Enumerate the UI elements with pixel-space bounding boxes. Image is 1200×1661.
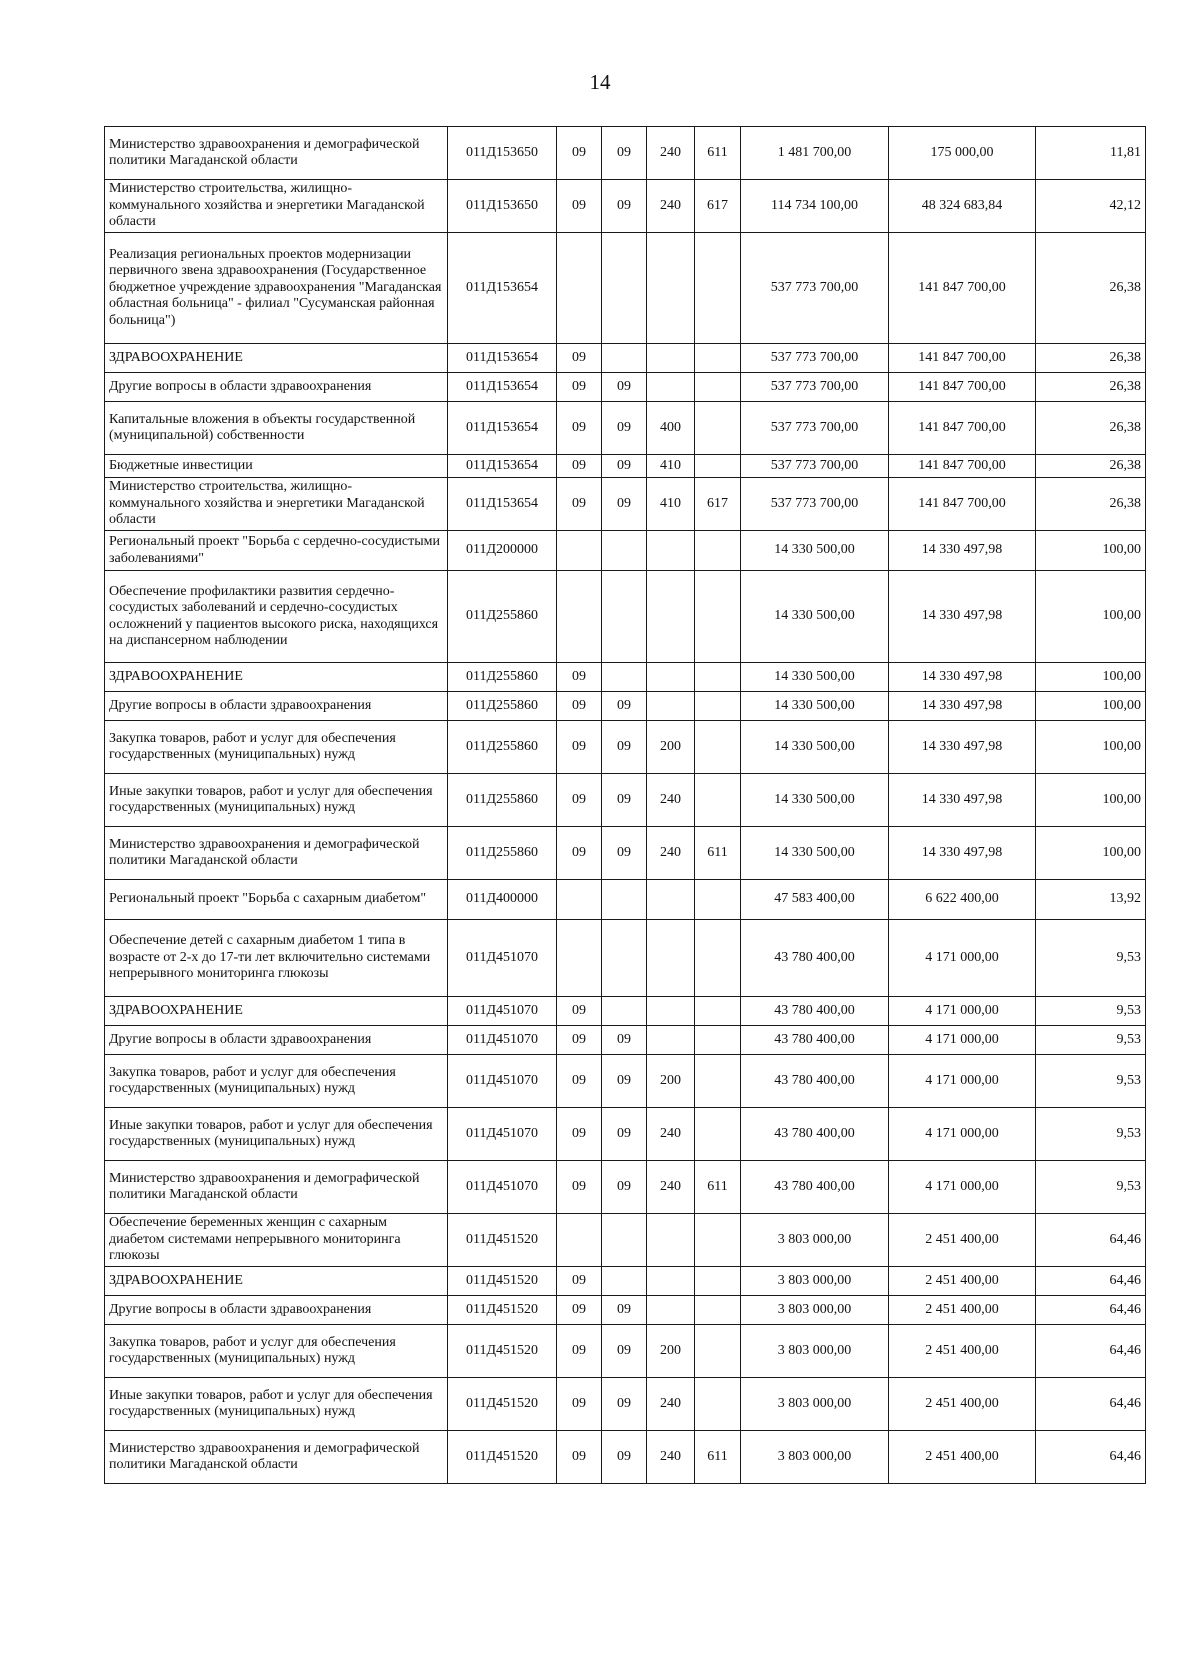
section-code: 09	[557, 373, 602, 402]
target-article-code: 011Д451520	[448, 1325, 557, 1378]
department-code: 617	[695, 478, 741, 531]
target-article-code: 011Д451070	[448, 1055, 557, 1108]
section-code	[557, 920, 602, 997]
subsection-code	[602, 1267, 647, 1296]
section-code	[557, 531, 602, 571]
plan-amount: 43 780 400,00	[741, 1055, 889, 1108]
table-row	[105, 774, 1146, 827]
actual-amount: 4 171 000,00	[889, 1161, 1036, 1214]
department-code	[695, 663, 741, 692]
row-name: ЗДРАВООХРАНЕНИЕ	[105, 1267, 448, 1296]
subsection-code: 09	[602, 455, 647, 478]
target-article-code: 011Д153654	[448, 478, 557, 531]
section-code: 09	[557, 1431, 602, 1484]
department-code	[695, 233, 741, 344]
execution-percent: 9,53	[1036, 1108, 1146, 1161]
plan-amount: 3 803 000,00	[741, 1378, 889, 1431]
actual-amount: 6 622 400,00	[889, 880, 1036, 920]
execution-percent: 26,38	[1036, 344, 1146, 373]
target-article-code: 011Д451070	[448, 1026, 557, 1055]
department-code: 611	[695, 127, 741, 180]
plan-amount: 537 773 700,00	[741, 373, 889, 402]
target-article-code: 011Д451520	[448, 1378, 557, 1431]
subsection-code	[602, 920, 647, 997]
actual-amount: 4 171 000,00	[889, 997, 1036, 1026]
table-body	[105, 127, 1146, 1484]
subsection-code: 09	[602, 1325, 647, 1378]
department-code: 617	[695, 180, 741, 233]
expense-type-code: 200	[647, 721, 695, 774]
expense-type-code: 200	[647, 1325, 695, 1378]
table-row	[105, 180, 1146, 233]
table-row	[105, 1431, 1146, 1484]
row-name: ЗДРАВООХРАНЕНИЕ	[105, 663, 448, 692]
actual-amount: 14 330 497,98	[889, 774, 1036, 827]
table-row	[105, 721, 1146, 774]
department-code	[695, 1267, 741, 1296]
plan-amount: 14 330 500,00	[741, 721, 889, 774]
table-row	[105, 455, 1146, 478]
subsection-code: 09	[602, 1055, 647, 1108]
row-name: Реализация региональных проектов модернизации первичного звена здравоохранения (Государственное бюджетное учреждение здравоохранения "Магаданская областная больница" - филиал "Сусуманская районная больница")	[105, 233, 448, 344]
row-name: Закупка товаров, работ и услуг для обеспечения государственных (муниципальных) нужд	[105, 1325, 448, 1378]
actual-amount: 2 451 400,00	[889, 1431, 1036, 1484]
row-name: Иные закупки товаров, работ и услуг для обеспечения государственных (муниципальных) нужд	[105, 1378, 448, 1431]
department-code	[695, 692, 741, 721]
expense-type-code: 200	[647, 1055, 695, 1108]
department-code	[695, 1378, 741, 1431]
plan-amount: 537 773 700,00	[741, 402, 889, 455]
target-article-code: 011Д153654	[448, 233, 557, 344]
subsection-code: 09	[602, 1431, 647, 1484]
target-article-code: 011Д451520	[448, 1267, 557, 1296]
subsection-code: 09	[602, 1108, 647, 1161]
expense-type-code	[647, 1026, 695, 1055]
department-code	[695, 1026, 741, 1055]
section-code: 09	[557, 344, 602, 373]
page-number: 14	[589, 70, 611, 94]
plan-amount: 3 803 000,00	[741, 1214, 889, 1267]
actual-amount: 141 847 700,00	[889, 478, 1036, 531]
table-row	[105, 233, 1146, 344]
expense-type-code	[647, 920, 695, 997]
expense-type-code: 240	[647, 1378, 695, 1431]
row-name: Иные закупки товаров, работ и услуг для обеспечения государственных (муниципальных) нужд	[105, 1108, 448, 1161]
execution-percent: 64,46	[1036, 1214, 1146, 1267]
subsection-code	[602, 233, 647, 344]
budget-table	[104, 126, 1146, 1484]
row-name: Министерство здравоохранения и демографической политики Магаданской области	[105, 127, 448, 180]
row-name: Министерство здравоохранения и демографической политики Магаданской области	[105, 827, 448, 880]
department-code	[695, 531, 741, 571]
target-article-code: 011Д255860	[448, 827, 557, 880]
plan-amount: 3 803 000,00	[741, 1431, 889, 1484]
department-code: 611	[695, 1431, 741, 1484]
department-code	[695, 373, 741, 402]
department-code: 611	[695, 827, 741, 880]
subsection-code: 09	[602, 373, 647, 402]
department-code	[695, 1108, 741, 1161]
expense-type-code: 240	[647, 180, 695, 233]
subsection-code	[602, 1214, 647, 1267]
subsection-code	[602, 344, 647, 373]
section-code: 09	[557, 827, 602, 880]
plan-amount: 3 803 000,00	[741, 1267, 889, 1296]
target-article-code: 011Д451070	[448, 1108, 557, 1161]
row-name: Министерство строительства, жилищно-коммунального хозяйства и энергетики Магаданской области	[105, 478, 448, 531]
section-code: 09	[557, 692, 602, 721]
actual-amount: 4 171 000,00	[889, 1026, 1036, 1055]
target-article-code: 011Д255860	[448, 774, 557, 827]
department-code	[695, 721, 741, 774]
table-row	[105, 997, 1146, 1026]
execution-percent: 9,53	[1036, 1055, 1146, 1108]
section-code: 09	[557, 1296, 602, 1325]
plan-amount: 43 780 400,00	[741, 1026, 889, 1055]
execution-percent: 26,38	[1036, 233, 1146, 344]
plan-amount: 14 330 500,00	[741, 692, 889, 721]
execution-percent: 9,53	[1036, 1026, 1146, 1055]
execution-percent: 42,12	[1036, 180, 1146, 233]
subsection-code: 09	[602, 1378, 647, 1431]
section-code: 09	[557, 1161, 602, 1214]
row-name: Министерство здравоохранения и демографической политики Магаданской области	[105, 1431, 448, 1484]
expense-type-code	[647, 997, 695, 1026]
actual-amount: 4 171 000,00	[889, 1108, 1036, 1161]
row-name: Обеспечение беременных женщин с сахарным диабетом системами непрерывного мониторинга глюкозы	[105, 1214, 448, 1267]
actual-amount: 14 330 497,98	[889, 827, 1036, 880]
expense-type-code: 240	[647, 1431, 695, 1484]
row-name: Региональный проект "Борьба с сахарным диабетом"	[105, 880, 448, 920]
department-code: 611	[695, 1161, 741, 1214]
table-row	[105, 1214, 1146, 1267]
target-article-code: 011Д255860	[448, 663, 557, 692]
plan-amount: 3 803 000,00	[741, 1296, 889, 1325]
department-code	[695, 571, 741, 663]
execution-percent: 64,46	[1036, 1267, 1146, 1296]
expense-type-code	[647, 344, 695, 373]
target-article-code: 011Д451070	[448, 920, 557, 997]
actual-amount: 141 847 700,00	[889, 344, 1036, 373]
plan-amount: 43 780 400,00	[741, 920, 889, 997]
target-article-code: 011Д200000	[448, 531, 557, 571]
execution-percent: 100,00	[1036, 692, 1146, 721]
plan-amount: 537 773 700,00	[741, 344, 889, 373]
department-code	[695, 774, 741, 827]
subsection-code: 09	[602, 1161, 647, 1214]
target-article-code: 011Д451520	[448, 1296, 557, 1325]
section-code: 09	[557, 180, 602, 233]
section-code: 09	[557, 127, 602, 180]
execution-percent: 100,00	[1036, 827, 1146, 880]
actual-amount: 14 330 497,98	[889, 692, 1036, 721]
plan-amount: 14 330 500,00	[741, 571, 889, 663]
expense-type-code	[647, 1296, 695, 1325]
table-row	[105, 1055, 1146, 1108]
execution-percent: 64,46	[1036, 1325, 1146, 1378]
section-code: 09	[557, 663, 602, 692]
plan-amount: 14 330 500,00	[741, 774, 889, 827]
execution-percent: 64,46	[1036, 1296, 1146, 1325]
section-code	[557, 1214, 602, 1267]
subsection-code: 09	[602, 774, 647, 827]
actual-amount: 4 171 000,00	[889, 920, 1036, 997]
execution-percent: 26,38	[1036, 455, 1146, 478]
table-row	[105, 920, 1146, 997]
expense-type-code: 240	[647, 774, 695, 827]
row-name: Другие вопросы в области здравоохранения	[105, 1026, 448, 1055]
target-article-code: 011Д451070	[448, 997, 557, 1026]
execution-percent: 100,00	[1036, 571, 1146, 663]
plan-amount: 43 780 400,00	[741, 1161, 889, 1214]
table-row	[105, 531, 1146, 571]
table-row	[105, 127, 1146, 180]
execution-percent: 13,92	[1036, 880, 1146, 920]
execution-percent: 100,00	[1036, 663, 1146, 692]
table-row	[105, 880, 1146, 920]
section-code: 09	[557, 478, 602, 531]
subsection-code: 09	[602, 127, 647, 180]
table-row	[105, 571, 1146, 663]
table-row	[105, 1161, 1146, 1214]
actual-amount: 2 451 400,00	[889, 1325, 1036, 1378]
expense-type-code: 240	[647, 827, 695, 880]
target-article-code: 011Д451520	[448, 1214, 557, 1267]
actual-amount: 141 847 700,00	[889, 402, 1036, 455]
actual-amount: 2 451 400,00	[889, 1378, 1036, 1431]
subsection-code	[602, 531, 647, 571]
plan-amount: 14 330 500,00	[741, 827, 889, 880]
target-article-code: 011Д451070	[448, 1161, 557, 1214]
expense-type-code	[647, 571, 695, 663]
execution-percent: 100,00	[1036, 774, 1146, 827]
execution-percent: 26,38	[1036, 373, 1146, 402]
target-article-code: 011Д153650	[448, 180, 557, 233]
row-name: Иные закупки товаров, работ и услуг для обеспечения государственных (муниципальных) нужд	[105, 774, 448, 827]
target-article-code: 011Д400000	[448, 880, 557, 920]
table-row	[105, 373, 1146, 402]
subsection-code: 09	[602, 180, 647, 233]
subsection-code: 09	[602, 827, 647, 880]
row-name: ЗДРАВООХРАНЕНИЕ	[105, 997, 448, 1026]
section-code: 09	[557, 997, 602, 1026]
subsection-code: 09	[602, 721, 647, 774]
table-row	[105, 1026, 1146, 1055]
execution-percent: 26,38	[1036, 402, 1146, 455]
execution-percent: 9,53	[1036, 997, 1146, 1026]
target-article-code: 011Д255860	[448, 692, 557, 721]
expense-type-code: 240	[647, 127, 695, 180]
row-name: Капитальные вложения в объекты государственной (муниципальной) собственности	[105, 402, 448, 455]
table-row	[105, 663, 1146, 692]
section-code	[557, 571, 602, 663]
actual-amount: 14 330 497,98	[889, 663, 1036, 692]
expense-type-code	[647, 531, 695, 571]
expense-type-code: 410	[647, 455, 695, 478]
section-code: 09	[557, 1267, 602, 1296]
section-code: 09	[557, 455, 602, 478]
target-article-code: 011Д153654	[448, 373, 557, 402]
row-name: Другие вопросы в области здравоохранения	[105, 373, 448, 402]
actual-amount: 14 330 497,98	[889, 571, 1036, 663]
subsection-code	[602, 571, 647, 663]
target-article-code: 011Д255860	[448, 721, 557, 774]
target-article-code: 011Д153654	[448, 455, 557, 478]
target-article-code: 011Д451520	[448, 1431, 557, 1484]
section-code: 09	[557, 1378, 602, 1431]
plan-amount: 47 583 400,00	[741, 880, 889, 920]
plan-amount: 114 734 100,00	[741, 180, 889, 233]
row-name: ЗДРАВООХРАНЕНИЕ	[105, 344, 448, 373]
expense-type-code: 410	[647, 478, 695, 531]
department-code	[695, 1325, 741, 1378]
department-code	[695, 344, 741, 373]
table-row	[105, 478, 1146, 531]
subsection-code: 09	[602, 402, 647, 455]
expense-type-code: 240	[647, 1108, 695, 1161]
expense-type-code	[647, 880, 695, 920]
expense-type-code	[647, 663, 695, 692]
execution-percent: 9,53	[1036, 920, 1146, 997]
execution-percent: 100,00	[1036, 721, 1146, 774]
department-code	[695, 880, 741, 920]
actual-amount: 141 847 700,00	[889, 373, 1036, 402]
expense-type-code	[647, 233, 695, 344]
plan-amount: 43 780 400,00	[741, 997, 889, 1026]
plan-amount: 3 803 000,00	[741, 1325, 889, 1378]
row-name: Обеспечение детей с сахарным диабетом 1 типа в возрасте от 2-х до 17-ти лет включительно системами непрерывного мониторинга глюкозы	[105, 920, 448, 997]
expense-type-code: 240	[647, 1161, 695, 1214]
plan-amount: 537 773 700,00	[741, 478, 889, 531]
actual-amount: 14 330 497,98	[889, 721, 1036, 774]
plan-amount: 537 773 700,00	[741, 455, 889, 478]
execution-percent: 64,46	[1036, 1378, 1146, 1431]
actual-amount: 2 451 400,00	[889, 1214, 1036, 1267]
table-row	[105, 692, 1146, 721]
target-article-code: 011Д153650	[448, 127, 557, 180]
department-code	[695, 455, 741, 478]
row-name: Закупка товаров, работ и услуг для обеспечения государственных (муниципальных) нужд	[105, 1055, 448, 1108]
department-code	[695, 1055, 741, 1108]
section-code: 09	[557, 1325, 602, 1378]
section-code: 09	[557, 774, 602, 827]
plan-amount: 1 481 700,00	[741, 127, 889, 180]
execution-percent: 64,46	[1036, 1431, 1146, 1484]
actual-amount: 14 330 497,98	[889, 531, 1036, 571]
row-name: Обеспечение профилактики развития сердечно-сосудистых заболеваний и сердечно-сосудистых осложнений у пациентов высокого риска, находящихся на диспансерном наблюдении	[105, 571, 448, 663]
subsection-code: 09	[602, 478, 647, 531]
row-name: Закупка товаров, работ и услуг для обеспечения государственных (муниципальных) нужд	[105, 721, 448, 774]
row-name: Региональный проект "Борьба с сердечно-сосудистыми заболеваниями"	[105, 531, 448, 571]
table-row	[105, 402, 1146, 455]
table-row	[105, 344, 1146, 373]
execution-percent: 9,53	[1036, 1161, 1146, 1214]
row-name: Министерство строительства, жилищно-коммунального хозяйства и энергетики Магаданской области	[105, 180, 448, 233]
row-name: Другие вопросы в области здравоохранения	[105, 1296, 448, 1325]
department-code	[695, 997, 741, 1026]
table-row	[105, 1325, 1146, 1378]
execution-percent: 11,81	[1036, 127, 1146, 180]
section-code	[557, 233, 602, 344]
row-name: Министерство здравоохранения и демографической политики Магаданской области	[105, 1161, 448, 1214]
expense-type-code	[647, 692, 695, 721]
subsection-code: 09	[602, 692, 647, 721]
section-code	[557, 880, 602, 920]
target-article-code: 011Д255860	[448, 571, 557, 663]
target-article-code: 011Д153654	[448, 344, 557, 373]
subsection-code	[602, 997, 647, 1026]
actual-amount: 141 847 700,00	[889, 455, 1036, 478]
plan-amount: 14 330 500,00	[741, 531, 889, 571]
department-code	[695, 1296, 741, 1325]
plan-amount: 537 773 700,00	[741, 233, 889, 344]
table-row	[105, 1267, 1146, 1296]
row-name: Другие вопросы в области здравоохранения	[105, 692, 448, 721]
table-row	[105, 827, 1146, 880]
department-code	[695, 402, 741, 455]
section-code: 09	[557, 1108, 602, 1161]
subsection-code	[602, 663, 647, 692]
actual-amount: 175 000,00	[889, 127, 1036, 180]
section-code: 09	[557, 1026, 602, 1055]
expense-type-code	[647, 1214, 695, 1267]
actual-amount: 4 171 000,00	[889, 1055, 1036, 1108]
subsection-code: 09	[602, 1296, 647, 1325]
expense-type-code: 400	[647, 402, 695, 455]
actual-amount: 141 847 700,00	[889, 233, 1036, 344]
row-name: Бюджетные инвестиции	[105, 455, 448, 478]
table-row	[105, 1108, 1146, 1161]
section-code: 09	[557, 1055, 602, 1108]
department-code	[695, 1214, 741, 1267]
subsection-code	[602, 880, 647, 920]
section-code: 09	[557, 402, 602, 455]
table-row	[105, 1378, 1146, 1431]
plan-amount: 14 330 500,00	[741, 663, 889, 692]
section-code: 09	[557, 721, 602, 774]
actual-amount: 2 451 400,00	[889, 1267, 1036, 1296]
target-article-code: 011Д153654	[448, 402, 557, 455]
plan-amount: 43 780 400,00	[741, 1108, 889, 1161]
expense-type-code	[647, 373, 695, 402]
subsection-code: 09	[602, 1026, 647, 1055]
execution-percent: 26,38	[1036, 478, 1146, 531]
execution-percent: 100,00	[1036, 531, 1146, 571]
actual-amount: 2 451 400,00	[889, 1296, 1036, 1325]
actual-amount: 48 324 683,84	[889, 180, 1036, 233]
table-row	[105, 1296, 1146, 1325]
expense-type-code	[647, 1267, 695, 1296]
department-code	[695, 920, 741, 997]
